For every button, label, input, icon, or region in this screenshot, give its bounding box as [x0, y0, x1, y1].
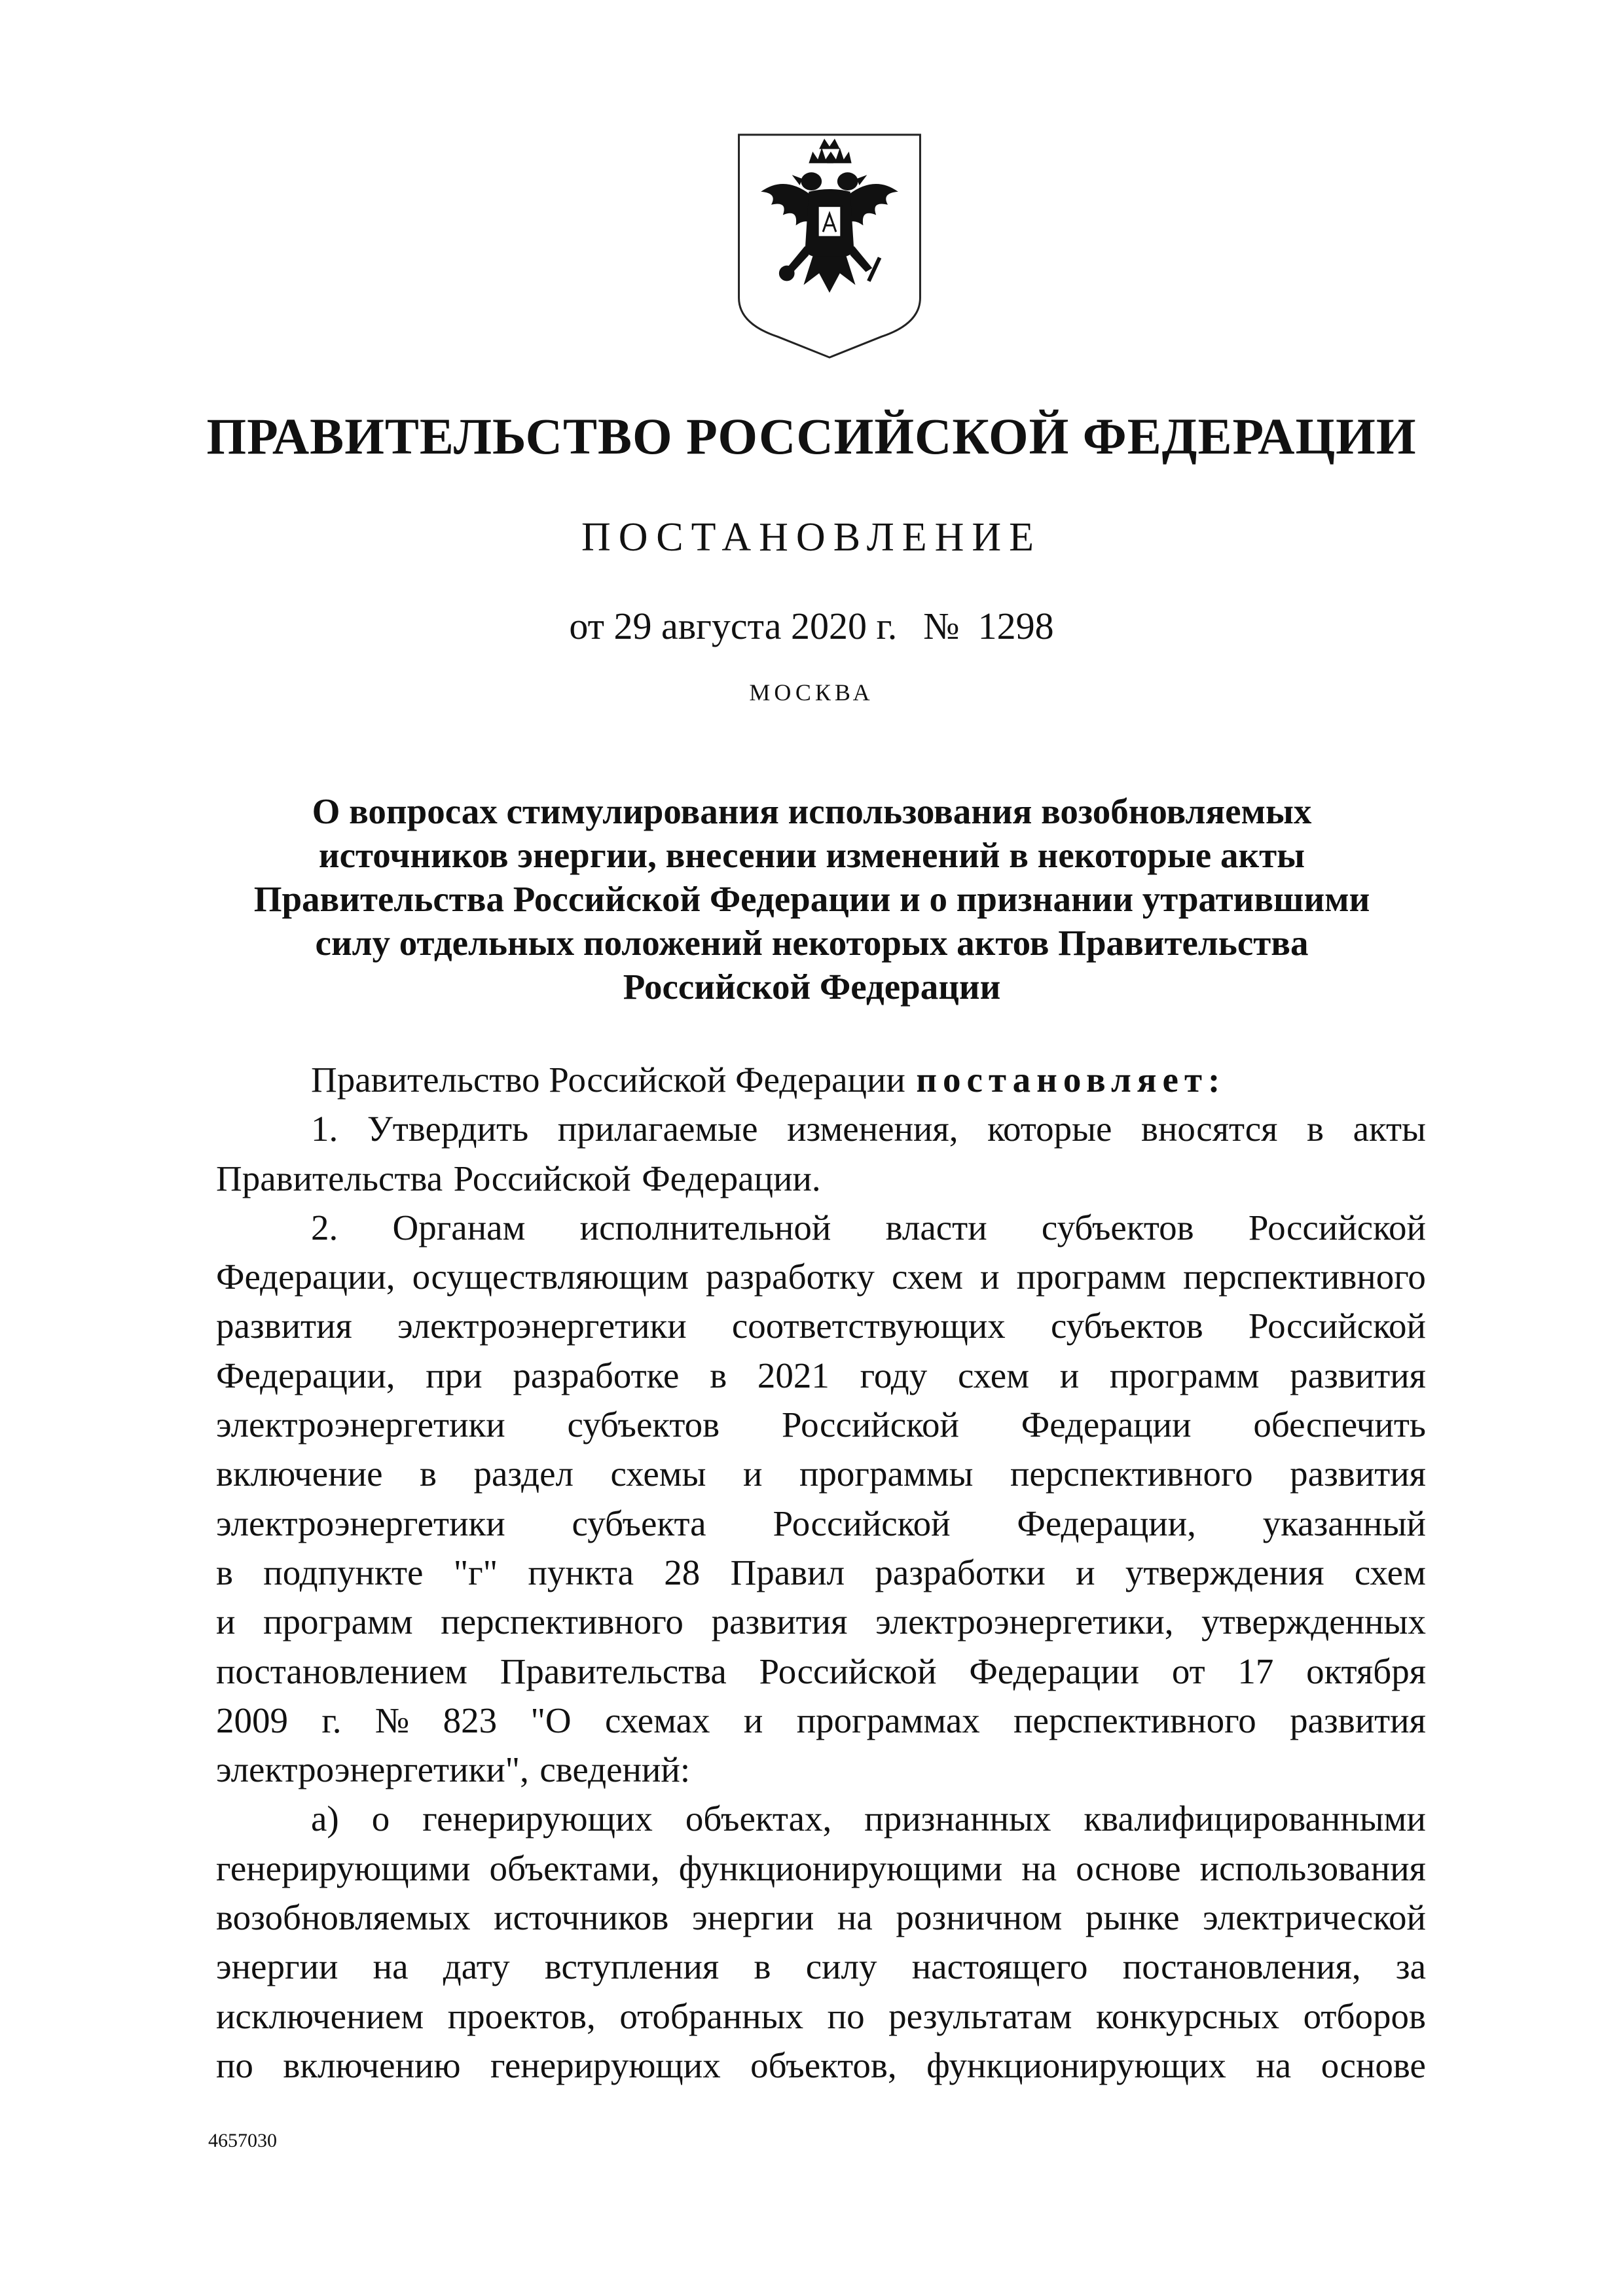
word: функционирующими	[678, 1848, 1003, 1888]
body-line	[216, 1597, 1426, 1646]
body-line	[216, 1745, 1426, 1794]
word: Федерации.	[642, 1158, 821, 1198]
word: объектами,	[489, 1848, 660, 1888]
word: объектах,	[685, 1799, 832, 1839]
word: основе	[1076, 1848, 1181, 1888]
word: включению	[283, 2045, 461, 2085]
word: субъектов	[1041, 1207, 1194, 1247]
word: развития	[1290, 1454, 1426, 1494]
word: 2009	[216, 1700, 288, 1740]
word: Федерации,	[216, 1257, 395, 1297]
body-line	[216, 1203, 1426, 1252]
word: проектов,	[447, 1996, 596, 2036]
word: Российской	[1248, 1207, 1426, 1247]
word: схемах	[604, 1700, 710, 1740]
word: пункта	[528, 1552, 634, 1592]
word: 823	[443, 1700, 498, 1740]
body-line	[216, 1548, 1426, 1597]
word: электрической	[1203, 1897, 1426, 1938]
word: программ	[1109, 1355, 1260, 1395]
word: по	[827, 1996, 865, 2036]
word: вступления	[544, 1946, 720, 1987]
word: октября	[1306, 1651, 1426, 1691]
word: включение	[216, 1454, 383, 1494]
word: №	[374, 1700, 410, 1740]
document-number: 1298	[977, 605, 1054, 647]
word: власти	[885, 1207, 987, 1247]
body-line	[216, 1154, 1426, 1203]
intro-emphasis: постановляет:	[916, 1060, 1226, 1100]
word: изменения,	[787, 1109, 958, 1149]
intro-text: Правительство Российской Федерации	[311, 1060, 905, 1100]
word: программ	[263, 1602, 413, 1642]
word: Российской	[759, 1651, 937, 1691]
word: использования	[1199, 1848, 1426, 1888]
word: осуществляющим	[412, 1257, 689, 1297]
word: силу	[805, 1946, 877, 1987]
word: конкурсных	[1096, 1996, 1280, 2036]
word: "г"	[453, 1552, 498, 1592]
word: объектов,	[750, 2045, 897, 2085]
word: на	[1021, 1848, 1057, 1888]
word: и	[1076, 1552, 1095, 1592]
word: соответствующих	[731, 1306, 1006, 1346]
word: г.	[321, 1700, 342, 1740]
intro-line	[216, 1055, 1426, 1104]
word: Российской	[1248, 1306, 1426, 1346]
word: 1.	[311, 1109, 338, 1149]
word: по	[216, 2045, 253, 2085]
word: в	[216, 1552, 233, 1592]
word: и	[216, 1602, 236, 1642]
word: вносятся	[1141, 1109, 1278, 1149]
word: обеспечить	[1253, 1405, 1426, 1445]
word: исполнительной	[579, 1207, 831, 1247]
body-line	[216, 2041, 1426, 2090]
word: разработке	[513, 1355, 680, 1395]
word: разработку	[706, 1257, 875, 1297]
word: перспективного	[1183, 1257, 1426, 1297]
word: основе	[1321, 2045, 1426, 2085]
word: 2.	[311, 1207, 338, 1247]
word: на	[837, 1897, 873, 1938]
word: настоящего	[911, 1946, 1088, 1987]
word: Федерации	[1021, 1405, 1192, 1445]
word: развития	[711, 1602, 848, 1642]
document-code: 4657030	[208, 2130, 277, 2151]
word: Российской	[773, 1503, 951, 1543]
word: перспективного	[1010, 1454, 1253, 1494]
word: субъекта	[572, 1503, 706, 1543]
word: 2021	[757, 1355, 830, 1395]
subject-line: Правительства Российской Федерации и о признании утратившими	[253, 879, 1370, 919]
word: 28	[664, 1552, 701, 1592]
number-sign: №	[923, 605, 960, 647]
document-subject	[196, 789, 1427, 1009]
word: Российской	[781, 1405, 959, 1445]
word: которые	[987, 1109, 1112, 1149]
word: схем	[1354, 1552, 1426, 1592]
word: генерирующими	[216, 1848, 471, 1888]
word: утверждения	[1125, 1552, 1324, 1592]
word: Правил	[730, 1552, 845, 1592]
word: субъектов	[567, 1405, 720, 1445]
word: Федерации,	[216, 1355, 395, 1395]
word: раздел	[473, 1454, 574, 1494]
word: разработки	[875, 1552, 1046, 1592]
date-number-line	[0, 607, 1623, 645]
document-body	[216, 1055, 1426, 2090]
word: Утвердить	[367, 1109, 529, 1149]
word: энергии	[691, 1897, 814, 1938]
body-line	[216, 1499, 1426, 1548]
word: Правительства	[500, 1651, 727, 1691]
word: "О	[530, 1700, 572, 1740]
word: электроэнергетики,	[875, 1602, 1174, 1642]
word: генерирующих	[490, 2045, 721, 2085]
word: источников	[494, 1897, 669, 1938]
body-line	[216, 1794, 1426, 1843]
word: электроэнергетики	[397, 1306, 687, 1346]
russian-coat-of-arms-icon	[732, 130, 927, 363]
word: подпункте	[263, 1552, 424, 1592]
word: Правительства	[216, 1158, 443, 1198]
word: при	[426, 1355, 483, 1395]
subject-line: О вопросах стимулирования использования возобновляемых	[312, 791, 1312, 831]
word: утвержденных	[1201, 1602, 1426, 1642]
document-date: от 29 августа 2020 г.	[569, 605, 898, 647]
word: от	[1171, 1651, 1205, 1691]
city: МОСКВА	[749, 679, 874, 706]
body-line	[216, 1301, 1426, 1350]
body-line	[216, 1893, 1426, 1942]
subject-line: силу отдельных положений некоторых актов Правительства	[315, 923, 1309, 963]
body-line	[216, 1942, 1426, 1991]
word: результатам	[888, 1996, 1072, 2036]
word: рынке	[1085, 1897, 1180, 1938]
body-line	[216, 1351, 1426, 1400]
word: постановления,	[1122, 1946, 1361, 1987]
word: и	[743, 1454, 763, 1494]
body-line	[216, 1400, 1426, 1449]
word: схемы	[610, 1454, 706, 1494]
word: дату	[443, 1946, 510, 1987]
word: схем	[957, 1355, 1030, 1395]
word: развития	[1290, 1355, 1426, 1395]
subject-line: источников энергии, внесении изменений в некоторые акты	[318, 835, 1305, 875]
word: прилагаемые	[557, 1109, 758, 1149]
word: в	[710, 1355, 727, 1395]
word: 17	[1237, 1651, 1274, 1691]
word: за	[1395, 1946, 1426, 1987]
word: перспективного	[1013, 1700, 1256, 1740]
word: Российской	[453, 1158, 631, 1198]
body-line	[216, 1696, 1426, 1745]
word: на	[373, 1946, 409, 1987]
document-type: ПОСТАНОВЛЕНИЕ	[581, 515, 1042, 560]
word: отборов	[1303, 1996, 1426, 2036]
word: отобранных	[619, 1996, 804, 2036]
word: Федерации	[969, 1651, 1140, 1691]
word: постановлением	[216, 1651, 467, 1691]
word: возобновляемых	[216, 1897, 471, 1938]
word: и	[1059, 1355, 1080, 1395]
word: программы	[799, 1454, 974, 1494]
word: и	[980, 1257, 1000, 1297]
word: схем	[891, 1257, 963, 1297]
word: в	[754, 1946, 771, 1987]
word: энергии	[216, 1946, 338, 1987]
word: субъектов	[1051, 1306, 1203, 1346]
word: признанных	[864, 1799, 1051, 1839]
word: развития	[216, 1306, 352, 1346]
word: исключением	[216, 1996, 424, 2036]
word: розничном	[896, 1897, 1063, 1938]
word: генерирующих	[422, 1799, 653, 1839]
word: программах	[796, 1700, 980, 1740]
word: Федерации,	[1017, 1503, 1196, 1543]
word: о	[371, 1799, 390, 1839]
word: функционирующих	[926, 2045, 1226, 2085]
word: акты	[1353, 1109, 1426, 1149]
word: электроэнергетики	[216, 1405, 505, 1445]
body-line	[216, 1449, 1426, 1498]
word: и	[743, 1700, 763, 1740]
word: электроэнергетики	[216, 1503, 505, 1543]
word: Органам	[392, 1207, 526, 1247]
word: на	[1256, 2045, 1292, 2085]
government-title: ПРАВИТЕЛЬСТВО РОССИЙСКОЙ ФЕДЕРАЦИИ	[206, 408, 1417, 465]
body-line	[216, 1844, 1426, 1893]
body-line	[216, 1104, 1426, 1153]
word: развития	[1290, 1700, 1426, 1740]
body-line	[216, 1647, 1426, 1696]
word: в	[1307, 1109, 1324, 1149]
word: электроэнергетики",	[216, 1749, 529, 1790]
word: квалифицированными	[1084, 1799, 1426, 1839]
subject-line: Российской Федерации	[623, 967, 1001, 1007]
word: в	[420, 1454, 437, 1494]
body-line	[216, 1992, 1426, 2041]
word: сведений:	[539, 1749, 691, 1790]
word: а)	[311, 1799, 339, 1839]
word: году	[860, 1355, 928, 1395]
word: перспективного	[441, 1602, 684, 1642]
word: программ	[1016, 1257, 1167, 1297]
body-line	[216, 1252, 1426, 1301]
word: указанный	[1262, 1503, 1426, 1543]
